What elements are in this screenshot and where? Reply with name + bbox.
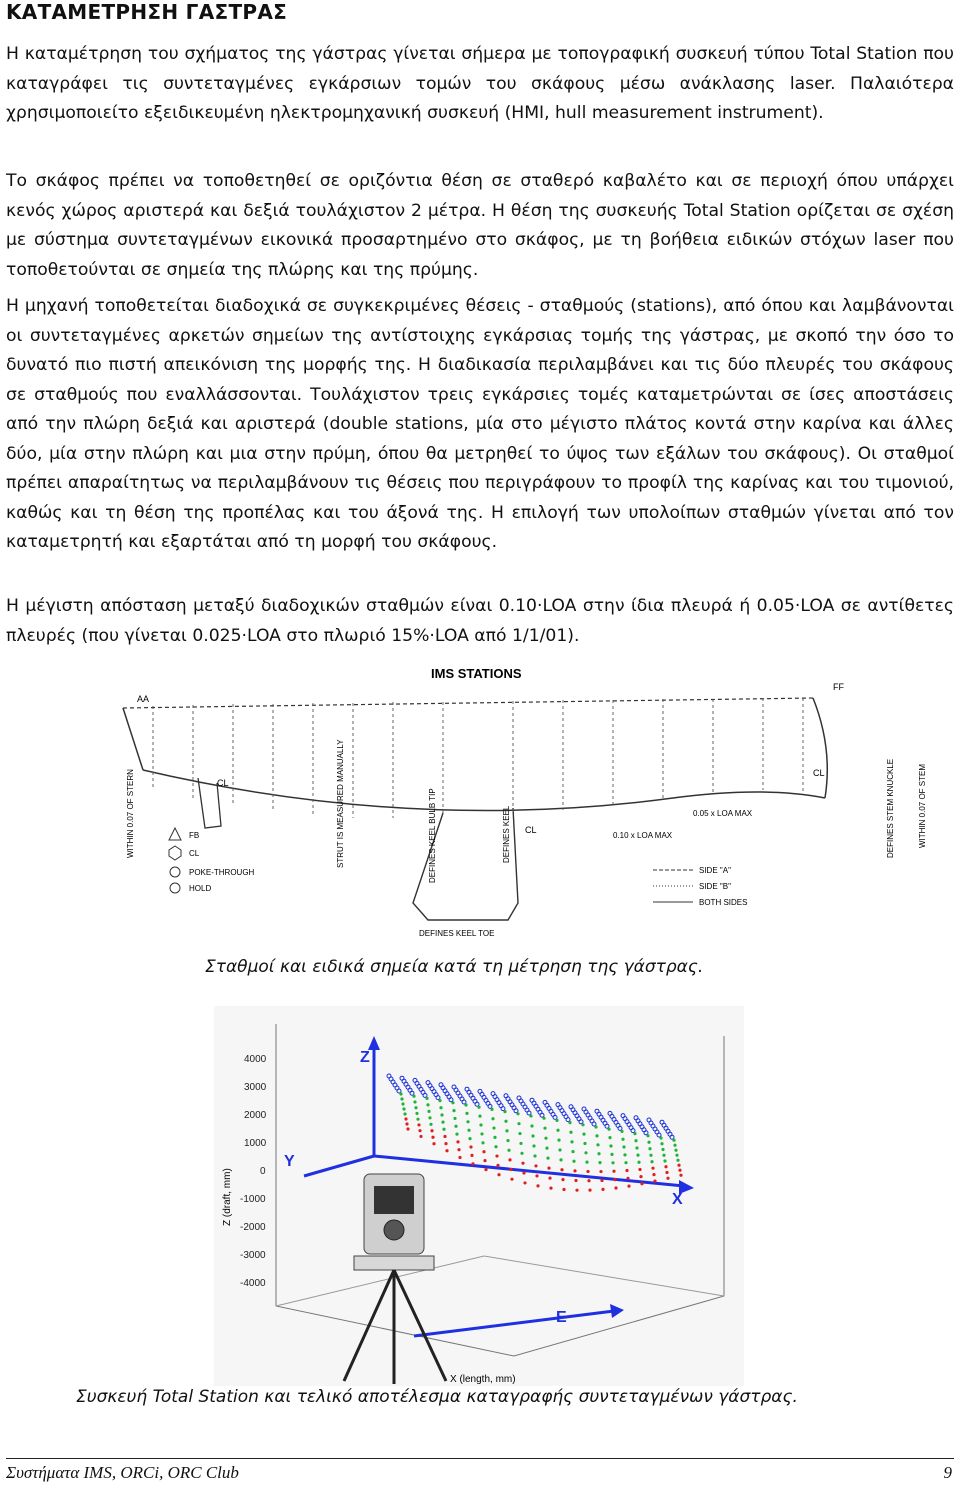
hull-section-point — [531, 1134, 534, 1137]
hull-section-point — [621, 1138, 624, 1141]
hull-section-point — [587, 1179, 590, 1182]
hull-section-point — [568, 1121, 571, 1124]
legend-fb: FB — [189, 831, 200, 840]
hull-section-point — [523, 1181, 526, 1184]
hull-section-point — [429, 1123, 432, 1126]
hull-section-point — [675, 1154, 678, 1157]
label-cl-stern: CL — [217, 778, 229, 788]
hull-section-point — [425, 1097, 428, 1100]
hull-section-point — [646, 1134, 649, 1137]
label-bulb-tip: DEFINES KEEL BULB TIP — [428, 788, 437, 883]
hull-section-point — [586, 1170, 589, 1173]
hull-section-point — [504, 1120, 507, 1123]
hull-section-point — [614, 1186, 617, 1189]
hull-section-point — [673, 1144, 676, 1147]
hull-section-point — [556, 1129, 559, 1132]
legend-both: BOTH SIDES — [699, 898, 748, 907]
hull-section-point — [581, 1123, 584, 1126]
hull-section-point — [678, 1169, 681, 1172]
z-axis-label: Z (draft, mm) — [222, 1168, 233, 1226]
hull-section-point — [637, 1161, 640, 1164]
hull-section-point — [441, 1121, 444, 1124]
label-within-stern: WITHIN 0.07 OF STERN — [126, 769, 135, 858]
hull-section-point — [664, 1165, 667, 1168]
hull-section-point — [672, 1139, 675, 1142]
hull-section-point — [596, 1143, 599, 1146]
hull-section-point — [464, 1103, 467, 1106]
legend-poke: POKE-THROUGH — [189, 868, 255, 877]
hull-section-point — [569, 1131, 572, 1134]
hull-section-point — [430, 1129, 433, 1132]
hull-section-point — [428, 1116, 431, 1119]
hull-section-point — [545, 1147, 548, 1150]
hull-section-point — [412, 1095, 415, 1098]
hull-section-point — [640, 1182, 643, 1185]
hull-section-point — [562, 1188, 565, 1191]
hull-section-point — [438, 1099, 441, 1102]
hull-section-point — [445, 1149, 448, 1152]
z-tick: -2000 — [240, 1222, 266, 1233]
hull-section-point — [612, 1170, 615, 1173]
hull-section-point — [454, 1125, 457, 1128]
hull-section-point — [497, 1173, 500, 1176]
hull-section-point — [622, 1145, 625, 1148]
z-letter: Z — [360, 1049, 370, 1066]
hull-section-point — [480, 1132, 483, 1135]
label-within-stem: WITHIN 0.07 OF STEM — [918, 763, 927, 848]
circle-marker-icon — [170, 867, 180, 877]
x-axis-label: X (length, mm) — [450, 1374, 516, 1385]
legend-hold: HOLD — [189, 884, 212, 893]
hull-section-point — [585, 1161, 588, 1164]
hull-section-point — [432, 1142, 435, 1145]
hull-section-point — [662, 1154, 665, 1157]
hull-section-point — [676, 1159, 679, 1162]
hull-section-point — [417, 1123, 420, 1126]
hull-section-point — [517, 1122, 520, 1125]
hull-section-point — [400, 1097, 403, 1100]
hull-section-point — [415, 1112, 418, 1115]
paragraph-positioning: Το σκάφος πρέπει να τοποθετηθεί σε οριζόντια θέση σε σταθερό καβαλέτο και σε περιοχή όπου υπάρχει κενός χώρος αριστερά και δεξιά τουλάχιστον 2 μέτρα. Η θέση της συσκευής Total Station ορίζεται σε σχέση με σύστημα συντεταγμένων εικονικά προσαρτημένο στο σκάφος, με τη βοήθεια ειδικών στόχων laser που τοποθετούνται σε σημεία της πλώρης και της πρύμης. — [6, 171, 954, 280]
hull-section-point — [624, 1161, 627, 1164]
hull-section-point — [575, 1189, 578, 1192]
label-aa: AA — [137, 694, 150, 704]
hull-section-point — [650, 1160, 653, 1163]
hull-section-point — [453, 1117, 456, 1120]
hull-bottom-line — [143, 770, 825, 811]
hull-section-point — [507, 1149, 510, 1152]
hull-section-point — [666, 1177, 669, 1180]
hull-section-point — [403, 1112, 406, 1115]
hull-section-point — [442, 1128, 445, 1131]
hull-section-point — [625, 1169, 628, 1172]
hull-section-point — [530, 1124, 533, 1127]
hull-section-point — [406, 1127, 409, 1130]
hull-section-point — [427, 1110, 430, 1113]
deck-line — [123, 698, 813, 708]
hull-section-point — [534, 1164, 537, 1167]
hull-section-point — [522, 1171, 525, 1174]
legend-sides — [653, 866, 747, 907]
hull-section-point — [660, 1142, 663, 1145]
label-cl-bow: CL — [813, 768, 825, 778]
hull-section-point — [471, 1162, 474, 1165]
z-tick: -1000 — [240, 1194, 266, 1205]
hull-section-point — [469, 1145, 472, 1148]
label-ff: FF — [833, 682, 844, 692]
hull-section-point — [419, 1135, 422, 1138]
hull-section-point — [494, 1145, 497, 1148]
hull-section-point — [508, 1158, 511, 1161]
hull-section-point — [465, 1112, 468, 1115]
hull-section-point — [431, 1136, 434, 1139]
hull-section-point — [659, 1136, 662, 1139]
hull-section-point — [560, 1168, 563, 1171]
e-letter: E — [556, 1309, 567, 1326]
hull-section-point — [451, 1101, 454, 1104]
paragraph-max-distance: Η μέγιστη απόσταση μεταξύ διαδοχικών σταθμών είναι 0.10·LOA στην ίδια πλευρά ή 0.05·LOA σε αντίθετες πλευρές (που γίνεται 0.025·LOA στο πλωριό 15%·LOA από 1/1/01). — [6, 596, 954, 646]
hull-section-point — [418, 1129, 421, 1132]
hull-section-point — [490, 1108, 493, 1111]
hull-section-point — [399, 1092, 402, 1095]
hull-section-point — [483, 1159, 486, 1162]
hull-section-point — [608, 1136, 611, 1139]
hull-section-point — [443, 1135, 446, 1138]
hull-section-point — [543, 1127, 546, 1130]
hull-section-point — [484, 1168, 487, 1171]
hull-section-point — [679, 1174, 682, 1177]
hull-section-point — [607, 1128, 610, 1131]
hull-section-point — [478, 1115, 481, 1118]
hull-section-point — [583, 1142, 586, 1145]
hull-section-point — [542, 1117, 545, 1120]
z-tick: 4000 — [244, 1054, 267, 1065]
hull-section-point — [518, 1132, 521, 1135]
hull-section-point — [594, 1125, 597, 1128]
hull-section-point — [414, 1106, 417, 1109]
hull-section-point — [492, 1126, 495, 1129]
hull-section-point — [574, 1179, 577, 1182]
hull-section-point — [677, 1164, 680, 1167]
hull-section-point — [598, 1161, 601, 1164]
hull-section-point — [416, 1118, 419, 1121]
hull-section-point — [559, 1158, 562, 1161]
hull-section-point — [521, 1162, 524, 1165]
hull-section-point — [600, 1179, 603, 1182]
hull-section-point — [588, 1189, 591, 1192]
label-loa-a: 0.05 x LOA MAX — [693, 809, 753, 818]
hull-section-point — [532, 1144, 535, 1147]
label-strut: STRUT IS MEASURED MANUALLY — [336, 739, 345, 868]
hull-3d-figure — [214, 1006, 744, 1386]
hull-section-point — [674, 1149, 677, 1152]
legend-side-a: SIDE "A" — [699, 866, 731, 875]
page-number: 9 — [943, 1463, 952, 1482]
hull-section-point — [493, 1136, 496, 1139]
hull-section-point — [544, 1137, 547, 1140]
hull-section-point — [536, 1184, 539, 1187]
hull-section-point — [661, 1148, 664, 1151]
hull-section-point — [439, 1106, 442, 1109]
hull-section-point — [506, 1139, 509, 1142]
z-tick: 0 — [260, 1166, 266, 1177]
legend-cl: CL — [189, 849, 200, 858]
hull-section-point — [444, 1142, 447, 1145]
hull-section-point — [458, 1156, 461, 1159]
hexagon-marker-icon — [169, 846, 181, 860]
figure2-caption: Συσκευή Total Station και τελικό αποτέλεσμα καταγραφής συντεταγμένων γάστρας. — [76, 1387, 798, 1407]
hull-section-point — [470, 1154, 473, 1157]
hull-section-point — [466, 1120, 469, 1123]
hull-section-point — [663, 1159, 666, 1162]
hull-section-point — [468, 1137, 471, 1140]
legend-markers — [169, 828, 255, 893]
hull-section-point — [452, 1109, 455, 1112]
hull-section-point — [609, 1144, 612, 1147]
hull-section-point — [611, 1161, 614, 1164]
hull-section-point — [620, 1130, 623, 1133]
hull-section-point — [649, 1154, 652, 1157]
hull-section-point — [457, 1148, 460, 1151]
hull-section-point — [503, 1110, 506, 1113]
hull-section-point — [665, 1171, 668, 1174]
paragraph-intro: Η καταμέτρηση του σχήματος της γάστρας γίνεται σήμερα με τοπογραφική συσκευή τύπου Total Station που καταγράφει τις συντεταγμένες εγκάρσιων τομών του σκάφους μέσω ανάκλασης laser. Παλαιότερα χρησιμοποιείτο εξειδικευμένη ηλεκτρομηχανική συσκευή (HMI, hull measurement instrument). — [6, 44, 954, 123]
hull-section-point — [626, 1177, 629, 1180]
hull-section-point — [529, 1114, 532, 1117]
hull-section-point — [582, 1133, 585, 1136]
page-title: ΚΑΤΑΜΕΤΡΗΣΗ ΓΑΣΤΡΑΣ — [6, 0, 288, 24]
hull-section-point — [477, 1106, 480, 1109]
hull-section-point — [627, 1185, 630, 1188]
ims-stations-heading: IMS STATIONS — [431, 666, 522, 681]
label-loa-b: 0.10 x LOA MAX — [613, 831, 673, 840]
hull-section-point — [557, 1139, 560, 1142]
hull-section-point — [535, 1174, 538, 1177]
hull-section-point — [547, 1167, 550, 1170]
hull-section-point — [467, 1129, 470, 1132]
hull-section-point — [558, 1148, 561, 1151]
station-lines — [153, 698, 803, 818]
label-stem-knuckle: DEFINES STEM KNUCKLE — [886, 758, 895, 858]
hull-section-point — [634, 1139, 637, 1142]
transom-line — [123, 708, 143, 770]
hull-section-point — [573, 1169, 576, 1172]
hull-section-point — [520, 1152, 523, 1155]
legend-side-b: SIDE "B" — [699, 882, 731, 891]
hull-section-point — [601, 1188, 604, 1191]
x-letter: X — [672, 1191, 683, 1208]
z-tick: 2000 — [244, 1110, 267, 1121]
footer-text: Συστήματα IMS, ORCi, ORC Club — [6, 1463, 239, 1482]
hull-3d-plot — [214, 1006, 744, 1386]
hull-section-point — [546, 1157, 549, 1160]
hull-section-point — [548, 1177, 551, 1180]
hull-section-point — [638, 1168, 641, 1171]
hull-section-point — [440, 1113, 443, 1116]
hull-section-point — [495, 1154, 498, 1157]
hull-section-point — [613, 1178, 616, 1181]
hull-section-point — [636, 1154, 639, 1157]
hull-section-point — [533, 1154, 536, 1157]
hull-section-point — [505, 1129, 508, 1132]
hull-section-point — [404, 1117, 407, 1120]
paragraph-stations: Η μηχανή τοποθετείται διαδοχικά σε συγκεκριμένες θέσεις - σταθμούς (stations), από όπου και λαμβάνονται οι συντεταγμένες αρκετών σημείων της αντίστοιχης εγκάρσιας τομής της γάστρας, με σκοπό την όσο το δυνατό πιο πιστή απεικόνιση της μορφής της. Η διαδικασία περιλαμβάνει και τις δύο πλευρές του σκάφους σε σταθμούς που εναλλάσσονται. Τουλάχιστον τρεις εγκάρσιες τομές καταμετρώνται σε ίσες αποστάσεις από την πλώρη δεξιά και αριστερά (double stations, μία στο μέγιστο πλάτος κοντά στην καρίνα και άλλες δύο, μία στην πλώρη και μια στην πρύμη, όπου θα μετρηθεί το ύψος των εξάλων του σκάφους). Οι σταθμοί πρέπει απαραίτητως να περιλαμβάνουν τις θέσεις που περιγράφουν το προφίλ της καρίνας και του τιμονιού, καθώς και τη θέση της προπέλας και του άξονά της. Η επιλογή των υπολοίπων σταθμών γίνεται από τον καταμετρητή και εξαρτάται από τη μορφή του σκάφους. — [6, 296, 954, 552]
hull-section-point — [635, 1146, 638, 1149]
hull-section-point — [599, 1170, 602, 1173]
hull-section-point — [595, 1134, 598, 1137]
hull-section-point — [413, 1100, 416, 1103]
hull-section-point — [571, 1150, 574, 1153]
hull-section-point — [516, 1112, 519, 1115]
triangle-marker-icon — [169, 828, 181, 840]
label-cl-keel: CL — [525, 825, 537, 835]
hull-section-point — [651, 1167, 654, 1170]
hull-section-point — [405, 1122, 408, 1125]
hull-section-point — [639, 1175, 642, 1178]
hull-section-point — [561, 1178, 564, 1181]
y-letter: Y — [284, 1153, 295, 1170]
stem-line — [813, 698, 827, 798]
hull-section-point — [496, 1164, 499, 1167]
hull-section-point — [597, 1152, 600, 1155]
hull-section-point — [572, 1160, 575, 1163]
hull-section-point — [653, 1180, 656, 1183]
hull-section-point — [519, 1142, 522, 1145]
hull-section-point — [652, 1173, 655, 1176]
label-rudder: DEFINES KEEL — [502, 805, 511, 863]
hull-section-point — [402, 1107, 405, 1110]
hull-section-point — [401, 1102, 404, 1105]
hull-section-point — [633, 1132, 636, 1135]
hull-section-point — [455, 1132, 458, 1135]
hull-section-point — [549, 1187, 552, 1190]
hull-section-point — [555, 1119, 558, 1122]
hull-section-point — [610, 1153, 613, 1156]
hull-section-point — [426, 1103, 429, 1106]
hull-section-point — [570, 1140, 573, 1143]
z-tick: 3000 — [244, 1082, 267, 1093]
figure1-caption: Σταθμοί και ειδικά σημεία κατά τη μέτρηση της γάστρας. — [205, 957, 704, 977]
hull-section-point — [510, 1178, 513, 1181]
z-tick: -4000 — [240, 1278, 266, 1289]
hull-section-point — [456, 1140, 459, 1143]
hull-section-point — [623, 1153, 626, 1156]
label-keel-toe: DEFINES KEEL TOE — [419, 929, 495, 938]
circle-marker-icon — [170, 883, 180, 893]
z-tick: 1000 — [244, 1138, 267, 1149]
hull-section-point — [648, 1147, 651, 1150]
footer-divider — [6, 1458, 954, 1459]
hull-section-point — [482, 1150, 485, 1153]
ims-stations-diagram — [113, 658, 945, 952]
hull-section-point — [584, 1151, 587, 1154]
hull-section-point — [647, 1141, 650, 1144]
hull-section-point — [479, 1123, 482, 1126]
hull-section-point — [509, 1168, 512, 1171]
hull-section-point — [491, 1117, 494, 1120]
ims-stations-figure — [113, 658, 945, 952]
hull-section-point — [481, 1141, 484, 1144]
z-tick: -3000 — [240, 1250, 266, 1261]
